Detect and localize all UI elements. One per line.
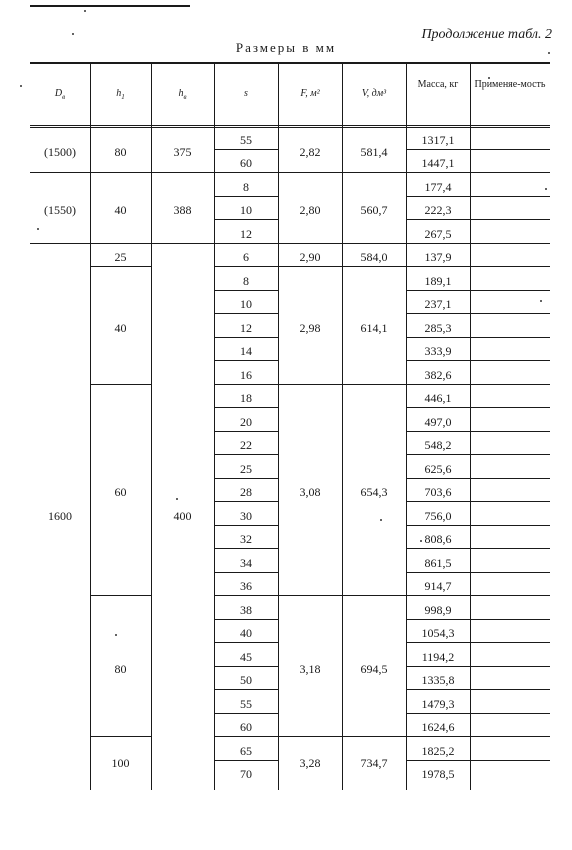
row-rule-s	[214, 572, 278, 573]
row-rule-mass	[406, 760, 470, 761]
cell-s: 14	[240, 344, 252, 359]
row-rule-mass	[406, 736, 470, 737]
scan-speck	[545, 188, 547, 190]
row-rule-app	[470, 713, 550, 714]
row-rule-app	[470, 689, 550, 690]
scan-speck	[540, 300, 542, 302]
header-f-label: F, м²	[300, 88, 320, 99]
row-rule-mass	[406, 431, 470, 432]
table-caption: Размеры в мм	[235, 40, 337, 55]
cell-mass: 177,4	[424, 179, 452, 194]
row-rule-s	[214, 313, 278, 314]
row-rule-app	[470, 196, 550, 197]
cell-mass: 1978,5	[421, 767, 455, 782]
header-h1-subscript: 1	[121, 93, 125, 101]
cell-s: 16	[240, 367, 252, 382]
row-rule-app	[470, 266, 550, 267]
cell-s: 28	[240, 485, 252, 500]
scan-speck	[20, 85, 22, 87]
row-rule-mass	[406, 219, 470, 220]
subgroup-rule-h1	[90, 266, 151, 267]
cell-mass: 446,1	[424, 391, 452, 406]
row-rule-mass	[406, 548, 470, 549]
cell-mass: 1479,3	[421, 696, 455, 711]
row-rule-app	[470, 548, 550, 549]
row-rule-s	[214, 384, 278, 385]
row-rule-s	[214, 548, 278, 549]
cell-s: 60	[240, 720, 252, 735]
cell-v: 581,4	[360, 144, 388, 159]
cell-mass: 1825,2	[421, 743, 455, 758]
cell-mass: 137,9	[424, 250, 452, 265]
cell-v: 694,5	[360, 661, 388, 676]
cell-mass: 998,9	[424, 602, 452, 617]
row-rule-mass	[406, 501, 470, 502]
row-rule-app	[470, 313, 550, 314]
cell-h1: 60	[114, 485, 127, 500]
row-rule-mass	[406, 454, 470, 455]
row-rule-mass	[406, 384, 470, 385]
cell-hv: 375	[173, 144, 192, 159]
row-rule-app	[470, 149, 550, 150]
cell-s: 20	[240, 414, 252, 429]
header-s-label: s	[244, 88, 248, 99]
scan-speck	[72, 33, 74, 35]
row-rule-app	[470, 760, 550, 761]
row-rule-app	[470, 501, 550, 502]
subgroup-rule-h1	[90, 736, 151, 737]
cell-mass: 756,0	[424, 508, 452, 523]
cell-mass: 1317,1	[421, 132, 455, 147]
row-rule-s	[214, 431, 278, 432]
header-app	[470, 80, 550, 90]
header-app-label: Применяе-мость	[474, 79, 546, 90]
cell-mass: 808,6	[424, 532, 452, 547]
row-rule-mass	[406, 572, 470, 573]
scan-speck	[176, 498, 178, 500]
row-rule-mass	[406, 619, 470, 620]
cell-h1: 80	[114, 144, 127, 159]
cell-s: 34	[240, 555, 252, 570]
cell-h1: 40	[114, 320, 127, 335]
row-rule-app	[470, 219, 550, 220]
row-rule-mass	[406, 407, 470, 408]
cell-f: 3,18	[299, 661, 321, 676]
row-rule-mass	[406, 689, 470, 690]
cell-s: 40	[240, 626, 252, 641]
row-rule-mass	[406, 313, 470, 314]
cell-d: (1550)	[44, 203, 76, 218]
cell-f: 3,08	[299, 485, 321, 500]
cell-mass: 1335,8	[421, 673, 455, 688]
row-rule-app	[470, 595, 550, 596]
row-rule-app	[470, 360, 550, 361]
cell-mass: 222,3	[424, 203, 452, 218]
cell-d: 1600	[48, 508, 72, 523]
row-rule-app	[470, 619, 550, 620]
row-rule-mass	[406, 525, 470, 526]
row-rule-app	[470, 290, 550, 291]
row-rule-app	[470, 478, 550, 479]
row-rule-app	[470, 337, 550, 338]
scan-speck	[84, 10, 86, 12]
cell-s: 32	[240, 532, 252, 547]
row-rule-app	[470, 736, 550, 737]
cell-s: 70	[240, 767, 252, 782]
row-rule-s	[214, 337, 278, 338]
cell-h1: 100	[111, 755, 130, 770]
subgroup-rule-fv	[278, 384, 406, 385]
cell-mass: 1447,1	[421, 156, 455, 171]
row-rule-s	[214, 760, 278, 761]
cell-s: 18	[240, 391, 252, 406]
row-rule-app	[470, 642, 550, 643]
cell-s: 55	[240, 696, 252, 711]
subgroup-rule-fv	[278, 736, 406, 737]
cell-hv: 388	[173, 203, 192, 218]
scan-speck	[488, 77, 490, 79]
cell-s: 38	[240, 602, 252, 617]
top-rule	[30, 5, 190, 7]
cell-f: 2,98	[299, 320, 321, 335]
row-rule-s	[214, 666, 278, 667]
header-hv-label: h	[178, 88, 184, 99]
row-rule-mass	[406, 266, 470, 267]
cell-hv: 400	[173, 508, 192, 523]
row-rule-s	[214, 478, 278, 479]
row-rule-app	[470, 454, 550, 455]
cell-s: 55	[240, 132, 252, 147]
row-rule-app	[470, 407, 550, 408]
cell-mass: 285,3	[424, 320, 452, 335]
row-rule-mass	[406, 595, 470, 596]
cell-mass: 861,5	[424, 555, 452, 570]
cell-s: 10	[240, 297, 252, 312]
group-rule	[30, 172, 550, 173]
cell-v: 584,0	[360, 250, 388, 265]
cell-v: 734,7	[360, 755, 388, 770]
row-rule-mass	[406, 196, 470, 197]
row-rule-s	[214, 266, 278, 267]
cell-mass: 333,9	[424, 344, 452, 359]
header-mass-label: Масса, кг	[417, 79, 459, 90]
row-rule-s	[214, 454, 278, 455]
header-d-label: D	[54, 88, 63, 99]
row-rule-app	[470, 666, 550, 667]
row-rule-s	[214, 595, 278, 596]
group-rule	[30, 243, 550, 244]
cell-s: 45	[240, 649, 252, 664]
cell-mass: 1054,3	[421, 626, 455, 641]
cell-s: 60	[240, 156, 252, 171]
cell-v: 654,3	[360, 485, 388, 500]
cell-mass: 189,1	[424, 273, 452, 288]
header-hv	[151, 88, 214, 101]
row-rule-app	[470, 384, 550, 385]
scan-speck	[420, 540, 422, 542]
cell-mass: 237,1	[424, 297, 452, 312]
row-rule-s	[214, 501, 278, 502]
scan-speck	[380, 519, 382, 521]
cell-f: 2,90	[299, 250, 321, 265]
cell-v: 560,7	[360, 203, 388, 218]
row-rule-app	[470, 572, 550, 573]
cell-s: 10	[240, 203, 252, 218]
cell-d: (1500)	[44, 144, 76, 159]
row-rule-mass	[406, 360, 470, 361]
row-rule-mass	[406, 666, 470, 667]
cell-h1: 80	[114, 661, 127, 676]
cell-s: 8	[243, 179, 249, 194]
row-rule-s	[214, 149, 278, 150]
header-f	[278, 88, 342, 99]
cell-s: 6	[243, 250, 249, 265]
scan-speck	[548, 52, 550, 54]
cell-s: 50	[240, 673, 252, 688]
cell-s: 22	[240, 438, 252, 453]
cell-h1: 40	[114, 203, 127, 218]
row-rule-s	[214, 713, 278, 714]
row-rule-s	[214, 290, 278, 291]
scan-speck	[37, 228, 39, 230]
table-top-rule	[30, 62, 550, 64]
row-rule-mass	[406, 337, 470, 338]
header-v	[342, 88, 406, 99]
row-rule-mass	[406, 713, 470, 714]
cell-s: 8	[243, 273, 249, 288]
cell-s: 30	[240, 508, 252, 523]
header-h1	[90, 88, 151, 101]
row-rule-s	[214, 525, 278, 526]
cell-mass: 1624,6	[421, 720, 455, 735]
cell-mass: 914,7	[424, 579, 452, 594]
row-rule-s	[214, 689, 278, 690]
row-rule-s	[214, 619, 278, 620]
subgroup-rule-h1	[90, 384, 151, 385]
row-rule-s	[214, 736, 278, 737]
cell-f: 3,28	[299, 755, 321, 770]
header-bottom-rule	[30, 125, 550, 128]
cell-s: 12	[240, 226, 252, 241]
cell-s: 36	[240, 579, 252, 594]
cell-f: 2,80	[299, 203, 321, 218]
row-rule-s	[214, 360, 278, 361]
subgroup-rule-h1	[90, 595, 151, 596]
cell-mass: 1194,2	[421, 649, 455, 664]
row-rule-s	[214, 196, 278, 197]
row-rule-mass	[406, 642, 470, 643]
header-hv-subscript: в	[183, 93, 187, 101]
cell-s: 25	[240, 461, 252, 476]
cell-mass: 548,2	[424, 438, 452, 453]
row-rule-s	[214, 407, 278, 408]
cell-h1: 25	[114, 250, 127, 265]
cell-mass: 625,6	[424, 461, 452, 476]
subgroup-rule-fv	[278, 595, 406, 596]
subgroup-rule-fv	[278, 266, 406, 267]
header-h1-label: h	[116, 88, 122, 99]
header-d-subscript: в	[62, 93, 66, 101]
cell-mass: 497,0	[424, 414, 452, 429]
header-d	[30, 88, 90, 101]
row-rule-s	[214, 642, 278, 643]
scan-speck	[115, 634, 117, 636]
row-rule-mass	[406, 478, 470, 479]
cell-s: 12	[240, 320, 252, 335]
header-mass	[406, 80, 470, 90]
cell-f: 2,82	[299, 144, 321, 159]
row-rule-mass	[406, 290, 470, 291]
cell-mass: 703,6	[424, 485, 452, 500]
header-v-label: V, дм³	[361, 88, 387, 99]
cell-s: 65	[240, 743, 252, 758]
cell-mass: 382,6	[424, 367, 452, 382]
continuation-label: Продолжение табл. 2	[421, 27, 552, 42]
row-rule-s	[214, 219, 278, 220]
cell-v: 614,1	[360, 320, 388, 335]
header-s	[214, 88, 278, 99]
row-rule-mass	[406, 149, 470, 150]
row-rule-app	[470, 431, 550, 432]
cell-mass: 267,5	[424, 226, 452, 241]
row-rule-app	[470, 525, 550, 526]
